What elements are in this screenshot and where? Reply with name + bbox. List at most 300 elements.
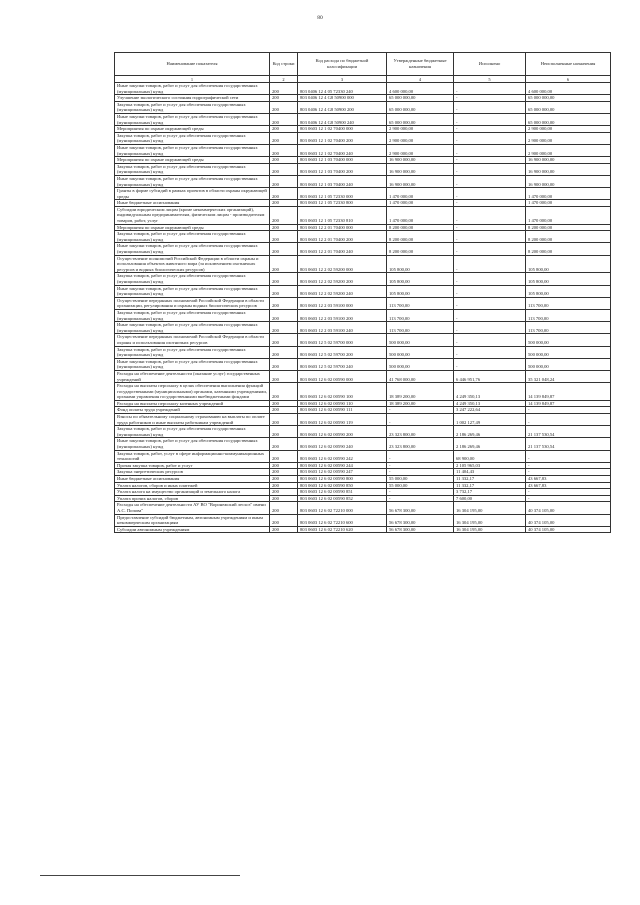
cell-line-code: 200 bbox=[270, 200, 298, 207]
cell-unexecuted: 8 200 000,00 bbox=[526, 224, 611, 231]
cell-unexecuted: 113 700,00 bbox=[526, 297, 611, 309]
cell-executed: 11 404,43 bbox=[454, 469, 526, 476]
table-row bbox=[115, 101, 611, 113]
cell-line-code: 200 bbox=[270, 273, 298, 285]
cell-executed: - bbox=[454, 163, 526, 175]
table-row bbox=[115, 383, 611, 401]
table-row bbox=[115, 83, 611, 95]
cell-approved: - bbox=[387, 414, 454, 426]
cell-executed: 6 446 951,76 bbox=[454, 370, 526, 382]
cell-name: Закупка товаров, работ и услуг для обеспечения государственных (муниципальных) нужд bbox=[115, 309, 270, 321]
cell-unexecuted: 8 200 000,00 bbox=[526, 231, 611, 243]
cell-name: Закупка товаров, работ и услуг для обеспечения государственных (муниципальных) нужд bbox=[115, 273, 270, 285]
cell-unexecuted: 2 900 000,00 bbox=[526, 132, 611, 144]
cell-line-code: 200 bbox=[270, 297, 298, 309]
cell-classification-code: 803 0603 12 2 02 59200 000 bbox=[298, 255, 387, 273]
cell-classification-code: 803 0603 12 6 02 00590 852 bbox=[298, 495, 387, 502]
cell-line-code: 200 bbox=[270, 400, 298, 407]
cell-classification-code: 803 0603 12 5 02 59700 200 bbox=[298, 346, 387, 358]
cell-unexecuted: 35 321 048,24 bbox=[526, 370, 611, 382]
cell-name: Иные закупки товаров, работ и услуг для обеспечения государственных (муниципальных) нужд bbox=[115, 285, 270, 297]
page-number: 80 bbox=[317, 15, 323, 21]
cell-executed: - bbox=[454, 126, 526, 133]
cell-unexecuted: 2 900 000,00 bbox=[526, 144, 611, 156]
cell-approved: 65 000 000,00 bbox=[387, 113, 454, 125]
cell-executed: 11 332,17 bbox=[454, 482, 526, 489]
cell-approved: 55 000,00 bbox=[387, 482, 454, 489]
cell-name: Закупка товаров, работ и услуг для обеспечения государственных (муниципальных) нужд bbox=[115, 132, 270, 144]
cell-approved: - bbox=[387, 495, 454, 502]
cell-name: Иные закупки товаров, работ и услуг для обеспечения государственных (муниципальных) нужд bbox=[115, 243, 270, 255]
cell-unexecuted: 500 000,00 bbox=[526, 346, 611, 358]
cell-approved: 2 900 000,00 bbox=[387, 132, 454, 144]
cell-line-code: 200 bbox=[270, 101, 298, 113]
cell-approved: 113 700,00 bbox=[387, 309, 454, 321]
cell-classification-code: 803 0603 12 2 03 59100 200 bbox=[298, 309, 387, 321]
cell-approved: 18 389 200,00 bbox=[387, 400, 454, 407]
table-row bbox=[115, 358, 611, 370]
cell-name: Уплата налога на имущество организаций и земельного налога bbox=[115, 489, 270, 496]
table-row bbox=[115, 407, 611, 414]
table-row bbox=[115, 414, 611, 426]
cell-line-code: 200 bbox=[270, 476, 298, 483]
cell-classification-code: 803 0603 12 1 02 70400 000 bbox=[298, 126, 387, 133]
cell-unexecuted: 4 600 000,00 bbox=[526, 83, 611, 95]
cell-executed: - bbox=[454, 255, 526, 273]
cell-unexecuted: - bbox=[526, 469, 611, 476]
cell-unexecuted: 105 800,00 bbox=[526, 273, 611, 285]
cell-unexecuted: 1 470 000,00 bbox=[526, 200, 611, 207]
cell-approved: 56 678 300,00 bbox=[387, 526, 454, 533]
cell-approved: 500 000,00 bbox=[387, 358, 454, 370]
cell-line-code: 200 bbox=[270, 231, 298, 243]
cell-executed: 7 600,00 bbox=[454, 495, 526, 502]
table-row bbox=[115, 370, 611, 382]
cell-classification-code: 803 0603 12 6 02 00590 244 bbox=[298, 462, 387, 469]
cell-classification-code: 803 0603 12 6 02 00590 800 bbox=[298, 476, 387, 483]
cell-classification-code: 803 0406 12 4 G8 50900 240 bbox=[298, 113, 387, 125]
table-row bbox=[115, 113, 611, 125]
table-row bbox=[115, 495, 611, 502]
cell-executed: 16 304 195,00 bbox=[454, 514, 526, 526]
cell-line-code: 200 bbox=[270, 83, 298, 95]
cell-executed: - bbox=[454, 346, 526, 358]
cell-name: Закупка энергетических ресурсов bbox=[115, 469, 270, 476]
cell-unexecuted: 40 374 105,00 bbox=[526, 502, 611, 514]
cell-approved: 16 900 000,00 bbox=[387, 163, 454, 175]
cell-name: Осуществление переданных полномочий Российской Федерации в области организации, регулирования и охраны водных биологических ресурсов bbox=[115, 297, 270, 309]
cell-executed: - bbox=[454, 334, 526, 346]
cell-executed: - bbox=[454, 101, 526, 113]
cell-line-code: 200 bbox=[270, 113, 298, 125]
table-row bbox=[115, 526, 611, 533]
cell-unexecuted: 113 700,00 bbox=[526, 309, 611, 321]
table-row bbox=[115, 206, 611, 224]
table-row bbox=[115, 322, 611, 334]
cell-name: Субсидии юридическим лицам (кроме некоммерческих организаций), индивидуальным предпринимателям, физическим лицам - производителям товаров, работ, услуг bbox=[115, 206, 270, 224]
cell-executed: - bbox=[454, 358, 526, 370]
cell-line-code: 200 bbox=[270, 309, 298, 321]
cell-classification-code: 803 0603 12 6 02 72210 600 bbox=[298, 514, 387, 526]
table-row bbox=[115, 163, 611, 175]
table-body bbox=[115, 83, 611, 533]
cell-classification-code: 803 0603 12 1 02 70400 200 bbox=[298, 132, 387, 144]
cell-approved: 65 000 000,00 bbox=[387, 101, 454, 113]
cell-approved: 1 470 000,00 bbox=[387, 200, 454, 207]
cell-unexecuted: 2 900 000,00 bbox=[526, 126, 611, 133]
cell-name: Взносы по обязательному социальному страхованию на выплаты по оплате труда работников и иные выплаты работникам учреждений bbox=[115, 414, 270, 426]
cell-classification-code: 803 0603 12 6 02 00590 200 bbox=[298, 426, 387, 438]
cell-classification-code: 803 0603 12 6 02 72210 620 bbox=[298, 526, 387, 533]
header-row bbox=[115, 53, 611, 76]
cell-unexecuted: - bbox=[526, 462, 611, 469]
table-row bbox=[115, 502, 611, 514]
cell-classification-code: 803 0603 12 1 05 72330 800 bbox=[298, 200, 387, 207]
cell-unexecuted: 1 470 000,00 bbox=[526, 188, 611, 200]
cell-line-code: 200 bbox=[270, 502, 298, 514]
budget-execution-table bbox=[114, 52, 611, 533]
table-row bbox=[115, 200, 611, 207]
cell-line-code: 200 bbox=[270, 126, 298, 133]
cell-executed: 3 247 222,64 bbox=[454, 407, 526, 414]
cell-executed: - bbox=[454, 273, 526, 285]
cell-line-code: 200 bbox=[270, 224, 298, 231]
cell-approved: 16 900 000,00 bbox=[387, 157, 454, 164]
cell-executed: 1 002 127,49 bbox=[454, 414, 526, 426]
table-row bbox=[115, 144, 611, 156]
cell-name: Иные бюджетные ассигнования bbox=[115, 476, 270, 483]
header-approved: Утвержденные бюджетные назначения bbox=[387, 53, 454, 76]
table-row bbox=[115, 224, 611, 231]
table-row bbox=[115, 469, 611, 476]
table-row bbox=[115, 450, 611, 462]
cell-executed: 3 732,17 bbox=[454, 489, 526, 496]
cell-name: Улучшение экологического состояния гидрографической сети bbox=[115, 95, 270, 102]
table-row bbox=[115, 188, 611, 200]
cell-line-code: 200 bbox=[270, 188, 298, 200]
cell-classification-code: 803 0603 12 2 03 59100 240 bbox=[298, 322, 387, 334]
cell-name: Фонд оплаты труда учреждений bbox=[115, 407, 270, 414]
cell-executed: 2 186 269,46 bbox=[454, 426, 526, 438]
cell-classification-code: 803 0406 12 4 G8 50900 200 bbox=[298, 101, 387, 113]
cell-unexecuted: 500 000,00 bbox=[526, 358, 611, 370]
cell-line-code: 200 bbox=[270, 482, 298, 489]
cell-approved: 4 600 000,00 bbox=[387, 83, 454, 95]
cell-line-code: 200 bbox=[270, 383, 298, 401]
table-row bbox=[115, 426, 611, 438]
cell-approved: - bbox=[387, 462, 454, 469]
cell-classification-code: 803 0603 12 1 02 70400 240 bbox=[298, 144, 387, 156]
cell-line-code: 200 bbox=[270, 469, 298, 476]
table-row bbox=[115, 231, 611, 243]
cell-line-code: 200 bbox=[270, 358, 298, 370]
cell-classification-code: 803 0603 12 1 05 72330 000 bbox=[298, 188, 387, 200]
cell-classification-code: 803 0603 12 6 02 00590 850 bbox=[298, 482, 387, 489]
cell-approved: - bbox=[387, 407, 454, 414]
header-executed: Исполнено bbox=[454, 53, 526, 76]
cell-name: Закупка товаров, работ и услуг для обеспечения государственных (муниципальных) нужд bbox=[115, 426, 270, 438]
cell-line-code: 200 bbox=[270, 322, 298, 334]
cell-name: Закупка товаров, работ и услуг для обеспечения государственных (муниципальных) нужд bbox=[115, 101, 270, 113]
cell-name: Расходы на выплаты персоналу казенных учреждений bbox=[115, 400, 270, 407]
cell-classification-code: 803 0603 12 2 01 70400 200 bbox=[298, 231, 387, 243]
cell-executed: - bbox=[454, 224, 526, 231]
cell-classification-code: 803 0603 12 1 03 70400 240 bbox=[298, 175, 387, 187]
cell-unexecuted: 43 667,83 bbox=[526, 476, 611, 483]
cell-unexecuted: - bbox=[526, 489, 611, 496]
cell-classification-code: 803 0603 12 1 03 70400 000 bbox=[298, 157, 387, 164]
table-row bbox=[115, 255, 611, 273]
cell-name: Мероприятия по охране окружающей среды bbox=[115, 157, 270, 164]
cell-executed: 4 249 350,13 bbox=[454, 400, 526, 407]
cell-approved: 105 800,00 bbox=[387, 255, 454, 273]
table-row bbox=[115, 462, 611, 469]
cell-unexecuted: 65 000 000,00 bbox=[526, 101, 611, 113]
cell-approved: 2 900 000,00 bbox=[387, 126, 454, 133]
cell-approved: 105 800,00 bbox=[387, 285, 454, 297]
cell-name: Иные бюджетные ассигнования bbox=[115, 200, 270, 207]
cell-name: Иные закупки товаров, работ и услуг для обеспечения государственных (муниципальных) нужд bbox=[115, 322, 270, 334]
table-row bbox=[115, 132, 611, 144]
table-row bbox=[115, 297, 611, 309]
cell-executed: - bbox=[454, 322, 526, 334]
cell-approved: 8 200 000,00 bbox=[387, 243, 454, 255]
cell-classification-code: 803 0603 12 6 02 00590 851 bbox=[298, 489, 387, 496]
table-row bbox=[115, 285, 611, 297]
cell-classification-code: 803 0603 12 6 02 00590 100 bbox=[298, 383, 387, 401]
cell-name: Расходы на обеспечение деятельности (оказание услуг) государственных учреждений bbox=[115, 370, 270, 382]
header-classification-code: Код расхода по бюджетной классификации bbox=[298, 53, 387, 76]
cell-executed: 16 304 195,00 bbox=[454, 526, 526, 533]
cell-classification-code: 803 0603 12 6 02 00590 240 bbox=[298, 438, 387, 450]
cell-executed: - bbox=[454, 157, 526, 164]
cell-classification-code: 803 0603 12 2 02 59200 240 bbox=[298, 285, 387, 297]
table-row bbox=[115, 273, 611, 285]
cell-line-code: 200 bbox=[270, 450, 298, 462]
cell-name: Гранты в форме субсидий в рамках проектов в области охраны окружающей среды bbox=[115, 188, 270, 200]
cell-classification-code: 803 0603 12 6 02 72210 000 bbox=[298, 502, 387, 514]
cell-line-code: 200 bbox=[270, 157, 298, 164]
cell-line-code: 200 bbox=[270, 526, 298, 533]
cell-name: Закупка товаров, работ и услуг для обеспечения государственных (муниципальных) нужд bbox=[115, 346, 270, 358]
cell-classification-code: 803 0603 12 6 02 00590 119 bbox=[298, 414, 387, 426]
cell-classification-code: 803 0603 12 6 02 00590 242 bbox=[298, 450, 387, 462]
cell-approved: 8 200 000,00 bbox=[387, 231, 454, 243]
cell-unexecuted: 1 470 000,00 bbox=[526, 206, 611, 224]
cell-approved: 105 800,00 bbox=[387, 273, 454, 285]
cell-approved: 1 470 000,00 bbox=[387, 188, 454, 200]
cell-approved: - bbox=[387, 450, 454, 462]
cell-classification-code: 803 0406 12 4 G8 50900 000 bbox=[298, 95, 387, 102]
cell-classification-code: 803 0603 12 1 05 72330 810 bbox=[298, 206, 387, 224]
cell-line-code: 200 bbox=[270, 514, 298, 526]
cell-approved: 500 000,00 bbox=[387, 334, 454, 346]
column-number: 4 bbox=[387, 76, 454, 83]
cell-name: Предоставление субсидий бюджетным, автономным учреждениям и иным некоммерческим организациям bbox=[115, 514, 270, 526]
cell-executed: 4 249 350,13 bbox=[454, 383, 526, 401]
cell-line-code: 200 bbox=[270, 370, 298, 382]
cell-line-code: 200 bbox=[270, 414, 298, 426]
cell-approved: 56 678 300,00 bbox=[387, 502, 454, 514]
cell-unexecuted: 8 200 000,00 bbox=[526, 243, 611, 255]
cell-line-code: 200 bbox=[270, 255, 298, 273]
cell-unexecuted: 21 137 530,54 bbox=[526, 438, 611, 450]
cell-name: Закупка товаров, работ и услуг для обеспечения государственных (муниципальных) нужд bbox=[115, 163, 270, 175]
cell-approved: 113 700,00 bbox=[387, 322, 454, 334]
cell-approved: 55 000,00 bbox=[387, 476, 454, 483]
cell-classification-code: 803 0406 12 4 05 72330 240 bbox=[298, 83, 387, 95]
column-number: 3 bbox=[298, 76, 387, 83]
table-row bbox=[115, 157, 611, 164]
cell-executed: 2 105 965,03 bbox=[454, 462, 526, 469]
cell-name: Прочая закупка товаров, работ и услуг bbox=[115, 462, 270, 469]
cell-unexecuted: 16 900 000,00 bbox=[526, 163, 611, 175]
cell-classification-code: 803 0603 12 2 01 70400 000 bbox=[298, 224, 387, 231]
table-row bbox=[115, 334, 611, 346]
table-row bbox=[115, 438, 611, 450]
header-unexecuted: Неисполненные назначения bbox=[526, 53, 611, 76]
cell-line-code: 200 bbox=[270, 489, 298, 496]
table-row bbox=[115, 482, 611, 489]
cell-line-code: 200 bbox=[270, 462, 298, 469]
column-number-row bbox=[115, 76, 611, 83]
cell-name: Осуществление полномочий Российской Федерации в области охраны и использования объектов животного мира (за исключением охотничьих ресурсов и водных биологических ресурсов) bbox=[115, 255, 270, 273]
table-row bbox=[115, 400, 611, 407]
cell-executed: 11 332,17 bbox=[454, 476, 526, 483]
cell-name: Субсидии автономным учреждениям bbox=[115, 526, 270, 533]
cell-approved: 2 900 000,00 bbox=[387, 144, 454, 156]
table-row bbox=[115, 489, 611, 496]
cell-executed: - bbox=[454, 297, 526, 309]
cell-executed: - bbox=[454, 83, 526, 95]
column-number: 1 bbox=[115, 76, 270, 83]
table-row bbox=[115, 126, 611, 133]
cell-name: Иные закупки товаров, работ и услуг для обеспечения государственных (муниципальных) нужд bbox=[115, 113, 270, 125]
cell-line-code: 200 bbox=[270, 407, 298, 414]
cell-approved: 16 900 000,00 bbox=[387, 175, 454, 187]
cell-line-code: 200 bbox=[270, 426, 298, 438]
cell-executed: 68 900,00 bbox=[454, 450, 526, 462]
cell-unexecuted: 65 000 000,00 bbox=[526, 95, 611, 102]
cell-unexecuted: 21 137 530,54 bbox=[526, 426, 611, 438]
cell-name: Иные закупки товаров, работ и услуг для обеспечения государственных (муниципальных) нужд bbox=[115, 358, 270, 370]
cell-classification-code: 803 0603 12 6 02 00590 247 bbox=[298, 469, 387, 476]
cell-line-code: 200 bbox=[270, 144, 298, 156]
table-row bbox=[115, 476, 611, 483]
cell-unexecuted: 113 700,00 bbox=[526, 322, 611, 334]
cell-name: Закупка товаров, работ и услуг для обеспечения государственных (муниципальных) нужд bbox=[115, 231, 270, 243]
cell-executed: - bbox=[454, 309, 526, 321]
cell-unexecuted: 40 374 105,00 bbox=[526, 514, 611, 526]
cell-name: Расходы на обеспечение деятельности АУ ВО "Воронежский лесхоз" имени А.С. Попова" bbox=[115, 502, 270, 514]
column-number: 2 bbox=[270, 76, 298, 83]
column-number: 5 bbox=[454, 76, 526, 83]
cell-name: Иные закупки товаров, работ и услуг для обеспечения государственных (муниципальных) нужд bbox=[115, 438, 270, 450]
cell-unexecuted: 43 667,83 bbox=[526, 482, 611, 489]
cell-name: Иные закупки товаров, работ и услуг для обеспечения государственных (муниципальных) нужд bbox=[115, 175, 270, 187]
cell-line-code: 200 bbox=[270, 438, 298, 450]
cell-unexecuted: 105 800,00 bbox=[526, 255, 611, 273]
cell-line-code: 200 bbox=[270, 132, 298, 144]
cell-line-code: 200 bbox=[270, 163, 298, 175]
cell-name: Расходы на выплаты персоналу в целях обеспечения выполнения функций государственными (муниципальными) органами, казенными учреждениями, органами управления государственными внебюджетными фондами bbox=[115, 383, 270, 401]
cell-executed: - bbox=[454, 175, 526, 187]
cell-line-code: 200 bbox=[270, 495, 298, 502]
cell-approved: 23 323 800,00 bbox=[387, 426, 454, 438]
cell-name: Уплата налогов, сборов и иных платежей bbox=[115, 482, 270, 489]
cell-name: Иные закупки товаров, работ и услуг для обеспечения государственных (муниципальных) нужд bbox=[115, 144, 270, 156]
cell-classification-code: 803 0603 12 2 02 59200 200 bbox=[298, 273, 387, 285]
cell-approved: 65 000 000,00 bbox=[387, 95, 454, 102]
cell-line-code: 200 bbox=[270, 285, 298, 297]
cell-line-code: 200 bbox=[270, 243, 298, 255]
cell-unexecuted: 16 900 000,00 bbox=[526, 157, 611, 164]
table-row bbox=[115, 95, 611, 102]
cell-approved: 56 678 300,00 bbox=[387, 514, 454, 526]
cell-executed: - bbox=[454, 206, 526, 224]
cell-unexecuted: - bbox=[526, 495, 611, 502]
table-row bbox=[115, 514, 611, 526]
cell-unexecuted: 105 800,00 bbox=[526, 285, 611, 297]
cell-executed: - bbox=[454, 231, 526, 243]
cell-executed: - bbox=[454, 144, 526, 156]
cell-line-code: 200 bbox=[270, 206, 298, 224]
cell-name: Иные закупки товаров, работ и услуг для обеспечения государственных (муниципальных) нужд bbox=[115, 83, 270, 95]
cell-executed: - bbox=[454, 188, 526, 200]
cell-executed: - bbox=[454, 285, 526, 297]
cell-executed: - bbox=[454, 200, 526, 207]
table-row bbox=[115, 243, 611, 255]
cell-line-code: 200 bbox=[270, 334, 298, 346]
table-row bbox=[115, 309, 611, 321]
cell-unexecuted: - bbox=[526, 407, 611, 414]
footer-divider bbox=[40, 875, 240, 876]
cell-executed: 16 304 195,00 bbox=[454, 502, 526, 514]
cell-executed: - bbox=[454, 243, 526, 255]
cell-line-code: 200 bbox=[270, 175, 298, 187]
cell-line-code: 200 bbox=[270, 95, 298, 102]
cell-unexecuted: - bbox=[526, 414, 611, 426]
cell-unexecuted: 16 900 000,00 bbox=[526, 175, 611, 187]
cell-unexecuted: 40 374 105,00 bbox=[526, 526, 611, 533]
cell-classification-code: 803 0603 12 6 02 00590 111 bbox=[298, 407, 387, 414]
cell-approved: 41 768 000,00 bbox=[387, 370, 454, 382]
cell-approved: 113 700,00 bbox=[387, 297, 454, 309]
cell-executed: - bbox=[454, 95, 526, 102]
cell-classification-code: 803 0603 12 5 02 59700 000 bbox=[298, 334, 387, 346]
cell-unexecuted: 500 000,00 bbox=[526, 334, 611, 346]
cell-classification-code: 803 0603 12 6 02 00590 000 bbox=[298, 370, 387, 382]
cell-name: Уплата прочих налогов, сборов bbox=[115, 495, 270, 502]
cell-unexecuted: - bbox=[526, 450, 611, 462]
cell-executed: - bbox=[454, 132, 526, 144]
cell-classification-code: 803 0603 12 1 03 70400 200 bbox=[298, 163, 387, 175]
cell-unexecuted: 14 139 849,87 bbox=[526, 383, 611, 401]
cell-name: Мероприятия по охране окружающей среды bbox=[115, 224, 270, 231]
cell-classification-code: 803 0603 12 2 01 70400 240 bbox=[298, 243, 387, 255]
header-line-code: Код строки bbox=[270, 53, 298, 76]
cell-unexecuted: 65 000 000,00 bbox=[526, 113, 611, 125]
cell-executed: - bbox=[454, 113, 526, 125]
cell-name: Осуществление переданных полномочий Российской Федерации в области охраны и использования охотничьих ресурсов bbox=[115, 334, 270, 346]
cell-name: Закупка товаров, работ, услуг в сфере информационно-коммуникационных технологий bbox=[115, 450, 270, 462]
cell-approved: 1 470 000,00 bbox=[387, 206, 454, 224]
cell-approved: 8 200 000,00 bbox=[387, 224, 454, 231]
cell-approved: 18 389 200,00 bbox=[387, 383, 454, 401]
cell-unexecuted: 14 139 849,87 bbox=[526, 400, 611, 407]
cell-line-code: 200 bbox=[270, 346, 298, 358]
cell-classification-code: 803 0603 12 6 02 00590 110 bbox=[298, 400, 387, 407]
